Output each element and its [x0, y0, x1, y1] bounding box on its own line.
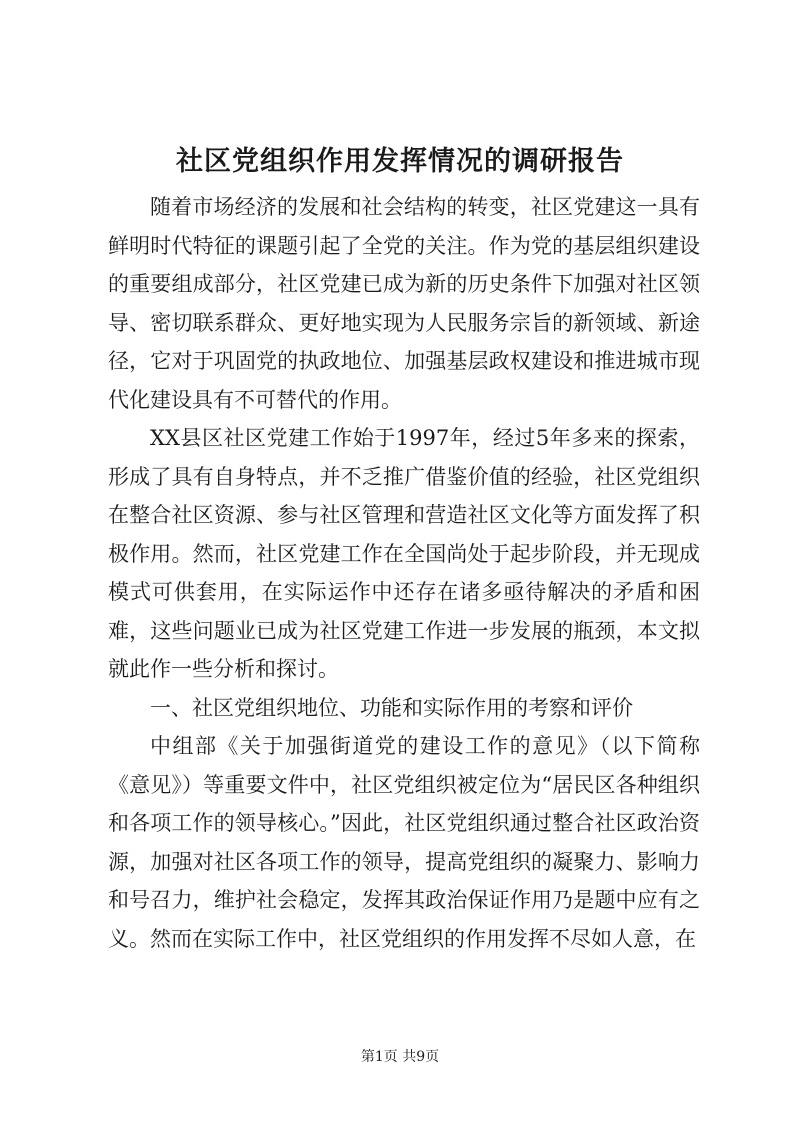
paragraph-background: XX县区社区党建工作始于1997年，经过5年多来的探索，形成了具有自身特点，并不乏推广借鉴价值的经验，社区党组织在整合社区资源、参与社区管理和营造社区文化等方面发挥了积极作用。然而，社区党建工作在全国尚处于起步阶段，并无现成模式可供套用，在实际运作中还存在诸多亟待解决的矛盾和困难，这些问题业已成为社区党建工作进一步发展的瓶颈，本文拟就此作一些分析和探讨。 — [108, 426, 700, 681]
document-title: 社区党组织作用发挥情况的调研报告 — [176, 146, 624, 177]
document-body — [108, 188, 700, 958]
paragraph-intro: 随着市场经济的发展和社会结构的转变，社区党建这一具有鲜明时代特征的课题引起了全党的关注。作为党的基层组织建设的重要组成部分，社区党建已成为新的历史条件下加强对社区领导、密切联系群众、更好地实现为人民服务宗旨的新领域、新途径，它对于巩固党的执政地位、加强基层政权建设和推进城市现代化建设具有不可替代的作用。 — [108, 195, 700, 412]
section-heading-1: 一、社区党组织地位、功能和实际作用的考察和评价 — [150, 695, 633, 720]
paragraph-section-1: 中组部《关于加强街道党的建设工作的意见》（以下简称《意见》）等重要文件中，社区党组织被定位为“居民区各种组织和各项工作的领导核心。”因此，社区党组织通过整合社区政治资源，加强对社区各项工作的领导，提高党组织的凝聚力、影响力和号召力，维护社会稳定，发挥其政治保证作用乃是题中应有之义。然而在实际工作中，社区党组织的作用发挥不尽如人意，在 — [108, 734, 700, 951]
page-number-footer: 第1页 共9页 — [360, 1049, 440, 1065]
